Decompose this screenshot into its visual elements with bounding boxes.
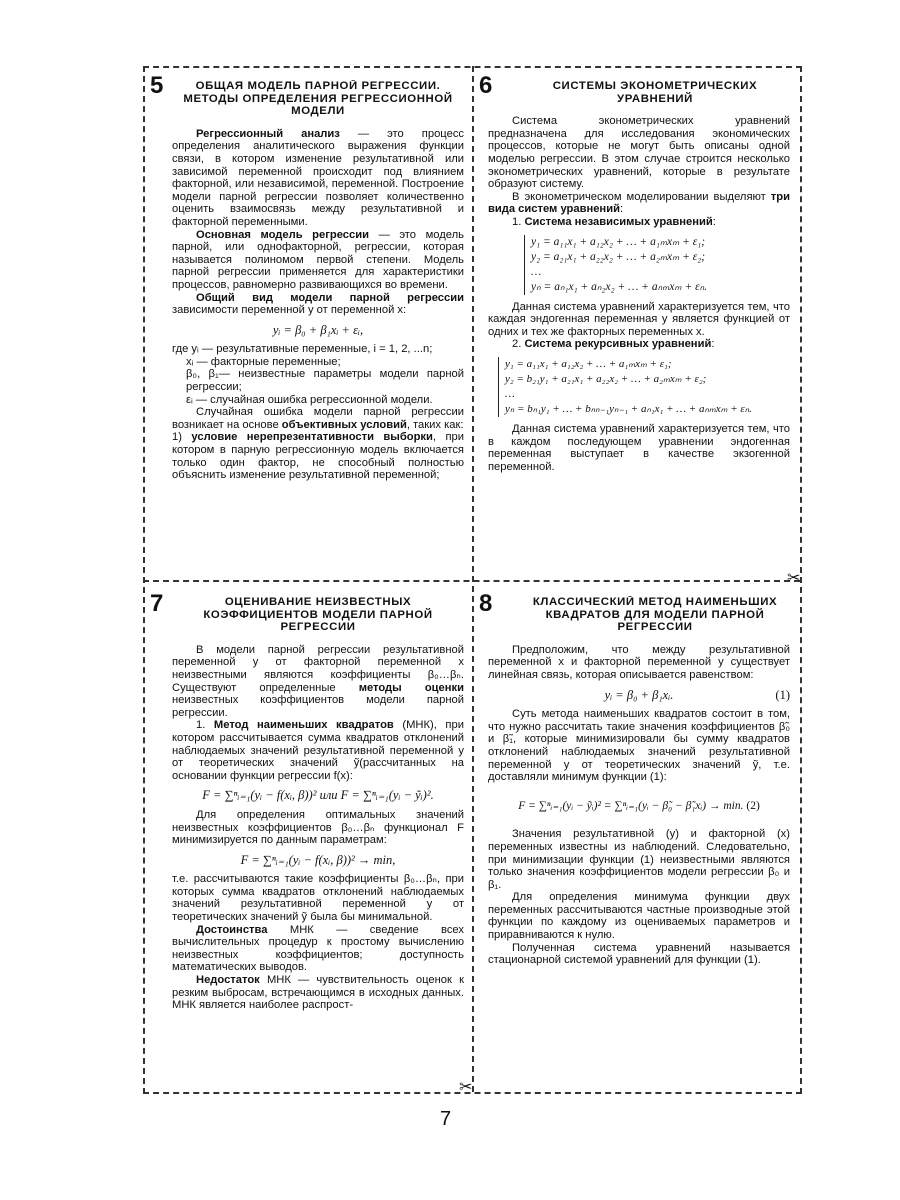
scissors-icon: ✂ bbox=[459, 1079, 473, 1096]
card-econometric-systems bbox=[488, 80, 790, 575]
paragraph-text: В эконометрическом моделировании выделяют bbox=[512, 190, 771, 203]
card-number: 6 bbox=[479, 72, 493, 99]
card-regression-model bbox=[172, 80, 464, 575]
term-bold: Достоинства bbox=[196, 923, 268, 936]
equation-line: yₙ = aₙ₁x₁ + aₙ₂x₂ + … + aₙₘxₘ + εₙ. bbox=[531, 280, 708, 293]
card-body bbox=[488, 115, 790, 473]
equation-line: yₙ = bₙ₁y₁ + … + bₙₙ₋₁yₙ₋₁ + aₙ₁x₁ + … + aₙₘxₘ + εₙ. bbox=[505, 402, 752, 415]
paragraph-text: Полученная система уравнений называется стационарной системой уравнений для функции (1). bbox=[488, 941, 790, 967]
paragraph-text: неизвестных коэффициентов модели парной регрессии. bbox=[172, 694, 464, 719]
card-least-squares bbox=[488, 596, 790, 1082]
card-number: 5 bbox=[150, 72, 164, 99]
list-marker: 1) bbox=[172, 431, 192, 444]
formula-number: (1) bbox=[775, 687, 790, 702]
horizontal-cut-line bbox=[143, 580, 800, 582]
paragraph-text: , при котором в парную регрессионную модель включается только один фактор, не способный полностью объяснить изменение результативной переменной; bbox=[172, 431, 464, 482]
paragraph-text: : bbox=[711, 338, 715, 351]
paragraph-text: МНК — сведение всех вычислительных процедур к простому вычислению неизвестных коэффициентов; доступность математических выводов. bbox=[172, 923, 464, 974]
equation-line: … bbox=[505, 387, 515, 400]
paragraph-text: — это процесс определения аналитического выражения функции связи, в котором изменение результативной или зависимой переменной происходит под влиянием факторной, или независимой, переменной. Построение модели парной регрессии позволяет количественно оценить взаимосвязь между результативной и факторной переменными. bbox=[172, 127, 464, 228]
formula-row bbox=[488, 800, 790, 813]
card-body bbox=[172, 644, 464, 1012]
card-number: 8 bbox=[479, 590, 493, 617]
paragraph-text: — это модель парной, или однофакторной, регрессии, которая называется полиномом первой степени. Модель парной регрессии применяется для характеристики процессов, равномерно развивающихся во времени. bbox=[172, 228, 464, 291]
equation-line: y₂ = b₂₁y₁ + a₂₁x₁ + a₂₂x₂ + … + a₂ₘxₘ + ε₂; bbox=[505, 372, 707, 385]
paragraph-text: : bbox=[712, 215, 716, 228]
definition-line: εᵢ — случайная ошибка регрессионной модели. bbox=[186, 393, 433, 406]
paragraph-text: Данная система уравнений характеризуется тем, что в каждом последующем уравнении эндогенная переменная выступает в качестве экзогенной переменной. bbox=[488, 422, 790, 473]
term-bold: три вида систем уравнений bbox=[488, 190, 790, 216]
list-marker: 1. bbox=[512, 215, 525, 228]
paragraph-text: МНК — чувствительность оценок к резким выбросам, встречающимся в исходных данных. МНК является наиболее распрост- bbox=[172, 974, 464, 1012]
paragraph-text: Для определения оптимальных значений неизвестных коэффициентов β₀…βₙ функционал F минимизируется по данным параметрам: bbox=[172, 808, 464, 847]
paragraph-text: (МНК), при котором рассчитывается сумма квадратов отклонений наблюдаемых значений результативной переменной y от теоретических значений ỹ(рассчитанных на основании функции регрессии f(x): bbox=[172, 719, 464, 782]
definition-line: xᵢ — факторные переменные; bbox=[186, 355, 341, 368]
equation-line: y₁ = a₁₁x₁ + a₁₂x₂ + … + a₁ₘxₘ + ε₁; bbox=[505, 357, 672, 370]
term-bold: Система рекурсивных уравнений bbox=[524, 338, 712, 351]
card-title: КЛАССИЧЕСКИЙ МЕТОД НАИМЕНЬШИХ КВАДРАТОВ ДЛЯ МОДЕЛИ ПАРНОЙ РЕГРЕССИИ bbox=[532, 596, 778, 634]
term-bold: Основная модель регрессии bbox=[196, 228, 369, 241]
paragraph-text: : bbox=[619, 203, 624, 216]
paragraph-text: Данная система уравнений характеризуется тем, что каждая эндогенная переменная y является функцией от одних и тех же факторных переменных x. bbox=[488, 300, 790, 338]
term-bold: Система независимых уравнений bbox=[524, 215, 713, 228]
paragraph-text: Система эконометрических уравнений предназначена для исследования экономических процессов, которые не могут быть описаны одной моделью регрессии. В этом случае строится несколько эконометрических уравнений, которые в результате образуют систему. bbox=[488, 115, 790, 191]
paragraph-text: т.е. рассчитываются такие коэффициенты β₀…βₙ, при которых сумма квадратов отклонений наблюдаемых значений результативной переменной y от теоретических значений ỹ была бы минимальной. bbox=[172, 873, 464, 924]
vertical-cut-line bbox=[472, 66, 474, 1092]
equation-line: y₂ = a₂₁x₁ + a₂₂x₂ + … + a₂ₘxₘ + ε₂; bbox=[531, 250, 706, 263]
formula: yᵢ = β₀ + β₁xᵢ. bbox=[604, 687, 674, 702]
card-body bbox=[488, 644, 790, 967]
card-title: ОЦЕНИВАНИЕ НЕИЗВЕСТНЫХ КОЭФФИЦИЕНТОВ МОДЕЛИ ПАРНОЙ РЕГРЕССИИ bbox=[203, 596, 433, 634]
equation-system-recursive bbox=[498, 357, 790, 417]
equation-system-independent bbox=[524, 235, 790, 295]
page-number: 7 bbox=[440, 1108, 452, 1130]
card-title: ОБЩАЯ МОДЕЛЬ ПАРНОЙ РЕГРЕССИИ. МЕТОДЫ ОПРЕДЕЛЕНИЯ РЕГРЕССИОННОЙ МОДЕЛИ bbox=[183, 80, 453, 118]
formula: F = ∑ⁿᵢ₌₁(yᵢ − f(xᵢ, β))² или F = ∑ⁿᵢ₌₁(yᵢ − ỹᵢ)². bbox=[202, 788, 434, 803]
term-bold: Регрессионный анализ bbox=[196, 127, 340, 140]
list-marker: 2. bbox=[512, 338, 525, 351]
term-bold: Недостаток bbox=[196, 974, 260, 987]
paragraph-text: Для определения минимума функции двух переменных рассчитываются частные производные этой функции по каждому из оцениваемых параметров и приравниваются к нулю. bbox=[488, 891, 790, 942]
paragraph-text: Случайная ошибка модели парной регрессии возникает на основе bbox=[172, 406, 464, 431]
paragraph-text: Значения результативной (y) и факторной (x) переменных известны из наблюдений. Следовательно, при минимизации функции (1) неизвестными являются только значения коэффициентов модели регрессии β₀ и β₁. bbox=[488, 828, 790, 891]
paragraph-text: Предположим, что между результативной переменной x и факторной переменной y существует линейная связь, которая описывается равенством: bbox=[488, 643, 790, 681]
term-bold: Метод наименьших квадратов bbox=[213, 719, 394, 732]
scissors-icon: ✂ bbox=[787, 570, 801, 587]
term-bold: условие нерепрезентативности выборки bbox=[191, 431, 433, 444]
card-title: СИСТЕМЫ ЭКОНОМЕТРИЧЕСКИХ УРАВНЕНИЙ bbox=[552, 80, 758, 105]
term-bold: Общий вид модели парной регрессии bbox=[196, 291, 464, 304]
card-body bbox=[172, 128, 464, 482]
card-estimating-coefficients bbox=[172, 596, 464, 1082]
definition-line: β₀, β₁— неизвестные параметры модели парной регрессии; bbox=[186, 368, 464, 394]
paragraph-text: зависимости переменной y от переменной x: bbox=[172, 304, 407, 317]
formula: F = ∑ⁿᵢ₌₁(yᵢ − ỹᵢ)² = ∑ⁿᵢ₌₁(yᵢ − β̃₀ − β̃₁xᵢ) → min. bbox=[518, 799, 744, 812]
definition-line: где yᵢ — результативные переменные, i = 1, 2, ...n; bbox=[172, 343, 433, 356]
list-marker: 1. bbox=[196, 719, 214, 732]
paragraph-text: , таких как: bbox=[406, 418, 464, 431]
term-bold: объективных условий bbox=[281, 418, 407, 431]
card-number: 7 bbox=[150, 590, 164, 617]
paragraph-text: В модели парной регрессии результативной переменной y от факторной переменной x неизвестными являются коэффициенты β₀…βₙ. Существуют определенные bbox=[172, 643, 464, 694]
term-bold: методы оценки bbox=[358, 681, 464, 694]
formula: F = ∑ⁿᵢ₌₁(yᵢ − f(xᵢ, β))² → min, bbox=[240, 852, 396, 867]
formula-row bbox=[488, 689, 790, 702]
formula: yᵢ = β₀ + β₁xᵢ + εᵢ, bbox=[272, 322, 364, 337]
paragraph-text: Суть метода наименьших квадратов состоит в том, что нужно рассчитать такие значения коэффициентов β̃₀ и β̃₁, которые минимизировали бы сумму квадратов отклонений наблюдаемых значений результативной переменной y от теоретических значений ỹ, т.е. доставляли минимум функции (1): bbox=[488, 708, 790, 784]
formula-number: (2) bbox=[746, 799, 760, 812]
equation-line: y₁ = a₁₁x₁ + a₁₂x₂ + … + a₁ₘxₘ + ε₁; bbox=[531, 235, 706, 248]
equation-line: … bbox=[531, 265, 542, 278]
